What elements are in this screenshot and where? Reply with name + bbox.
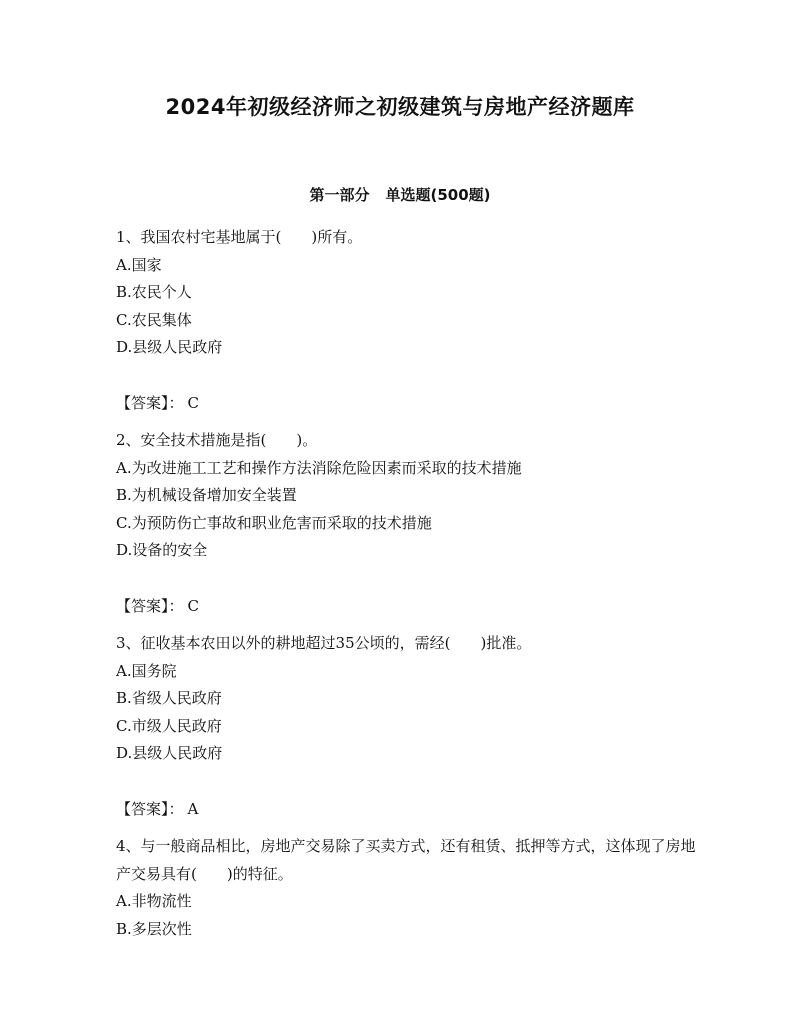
question-option: B.多层次性 [116,919,192,938]
question-list [116,224,696,943]
answer-line [116,390,696,418]
question-option: A.国家 [116,255,162,274]
question-option: B.省级人民政府 [116,689,222,707]
question-option: C.农民集体 [116,310,192,329]
question-option: A.国务院 [116,661,177,680]
section-name: 单选题(500题) [385,186,491,204]
question-option: C.市级人民政府 [116,716,222,735]
question-item [116,224,696,417]
question-item [116,833,696,943]
answer-value: C [187,596,199,615]
question-option: B.为机械设备增加安全装置 [116,486,297,504]
question-stem: 1、我国农村宅基地属于( )所有。 [116,228,363,246]
question-item [116,427,696,620]
question-stem: 3、征收基本农田以外的耕地超过35公顷的，需经( )批准。 [116,634,532,652]
question-stem: 4、与一般商品相比，房地产交易除了买卖方式，还有租赁、抵押等方式，这体现了房地产交易具有( )的特征。 [116,837,696,883]
section-heading [0,183,800,207]
question-option: C.为预防伤亡事故和职业危害而采取的技术措施 [116,513,432,532]
question-option: D.设备的安全 [116,541,208,559]
answer-label: 【答案】： [116,799,184,818]
question-stem: 2、安全技术措施是指( )。 [116,431,318,449]
answer-line [116,796,696,824]
answer-value: A [187,799,199,818]
document-title: 2024年初级经济师之初级建筑与房地产经济题库 [165,95,635,119]
question-option: A.非物流性 [116,892,192,910]
answer-line [116,593,696,621]
question-option: B.农民个人 [116,283,192,301]
section-part: 第一部分 [309,186,370,204]
question-option: D.县级人民政府 [116,744,223,762]
question-option: A.为改进施工工艺和操作方法消除危险因素而采取的技术措施 [116,458,522,477]
question-item [116,630,696,823]
question-option: D.县级人民政府 [116,338,223,356]
answer-label: 【答案】： [116,393,184,412]
answer-label: 【答案】： [116,596,184,615]
answer-value: C [187,393,199,412]
